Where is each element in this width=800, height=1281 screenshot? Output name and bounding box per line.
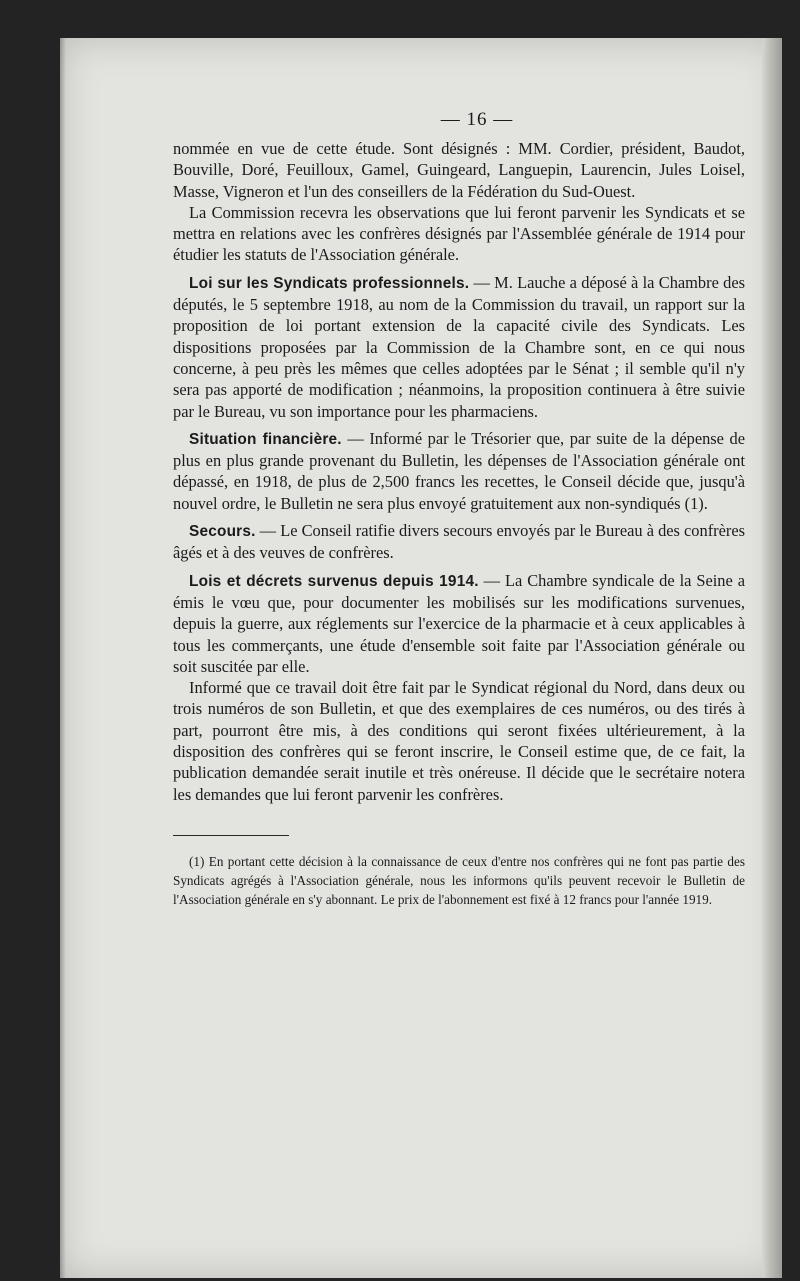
section-loi-syndicats — [173, 272, 745, 422]
section-heading-secours: Secours. — [189, 523, 256, 541]
footnote: (1) En portant cette décision à la connaissance de ceux d'entre nos confrères qui ne font pas partie des Syndicats agrégés à l'Association générale, nous les informons qu'ils peuvent recevoir le Bulletin de l'Association générale en s'y abonnant. Le prix de l'abonnement est fixé à 12 francs pour l'année 1919. — [173, 853, 745, 908]
section-body-lois-decrets: — La Chambre syndicale de la Seine a émis le vœu que, pour documenter les mobilisés sur les modifications survenues, depuis la guerre, aux réglements sur l'exercice de la pharmacie et à ceux applicables à tous les commerçants, une étude d'ensemble soit faite par l'Association générale ou soit suscitée par elle. — [173, 570, 745, 676]
section-situation-financiere — [173, 428, 745, 514]
section-secours — [173, 520, 745, 564]
page-spine-shadow — [762, 38, 782, 1278]
section-heading-situation-financiere: Situation financière. — [189, 430, 342, 448]
section-body-situation-financiere: — Informé par le Trésorier que, par suite de la dépense de plus en plus grande provenant du Bulletin, les dépenses de l'Association générale ont dépassé, en 1918, de plus de 2,500 francs les recettes, le Conseil décide que, jusqu'à nouvel ordre, le Bulletin ne sera plus envoyé gratuitement aux non-syndiqués (1). — [173, 428, 746, 513]
document-page — [60, 38, 782, 1278]
page-left-edge-shadow — [60, 38, 66, 1278]
section-body-loi-syndicats: — M. Lauche a déposé à la Chambre des députés, le 5 septembre 1918, au nom de la Commission du travail, un rapport sur la proposition de loi portant extension de la capacité civile des Syndicats. Les dispositions proposées par la Commission de la Chambre sont, en ce qui nous concerne, à peu près les mêmes que celles adoptées par le Sénat ; il semble qu'il n'y sera pas apporté de modification ; néanmoins, la proposition continuera à être suivie par le Bureau, vu son importance pour les pharmaciens. — [173, 272, 745, 421]
page-text-block — [173, 108, 745, 910]
paragraph-commission-members: nommée en vue de cette étude. Sont désignés : MM. Cordier, président, Baudot, Bouville, Doré, Feuilloux, Gamel, Guingeard, Languepin, Laurencin, Jules Loisel, Masse, Vigneron et l'un des conseillers de la Fédération du Sud-Ouest. — [173, 139, 745, 201]
section-heading-loi-syndicats: Loi sur les Syndicats professionnels. — [189, 274, 470, 292]
page-number: — 16 — — [440, 109, 514, 130]
section-body-secours: — Le Conseil ratifie divers secours envoyés par le Bureau à des confrères âgés et à des veuves de confrères. — [173, 521, 745, 563]
paragraph-syndicat-nord: Informé que ce travail doit être fait par le Syndicat régional du Nord, dans deux ou trois numéros de son Bulletin, et que des exemplaires de ces numéros, ou des tirés à part, pourront être mis, à des conditions qui seront fixées ultérieurement, à la disposition des confrères qui se feront inscrire, le Conseil estime que, de ce fait, la publication demandée serait inutile et très onéreuse. Il décide que le secrétaire notera les demandes que lui feront parvenir les confrères. — [173, 678, 745, 804]
footnote-separator — [173, 835, 289, 836]
paragraph-commission-relations: La Commission recevra les observations que lui feront parvenir les Syndicats et se mettra en relations avec les confrères désignés par l'Assemblée générale de 1914 pour étudier les statuts de l'Association générale. — [173, 202, 745, 265]
section-lois-decrets — [173, 570, 745, 677]
section-heading-lois-decrets: Lois et décrets survenus depuis 1914. — [189, 572, 479, 590]
